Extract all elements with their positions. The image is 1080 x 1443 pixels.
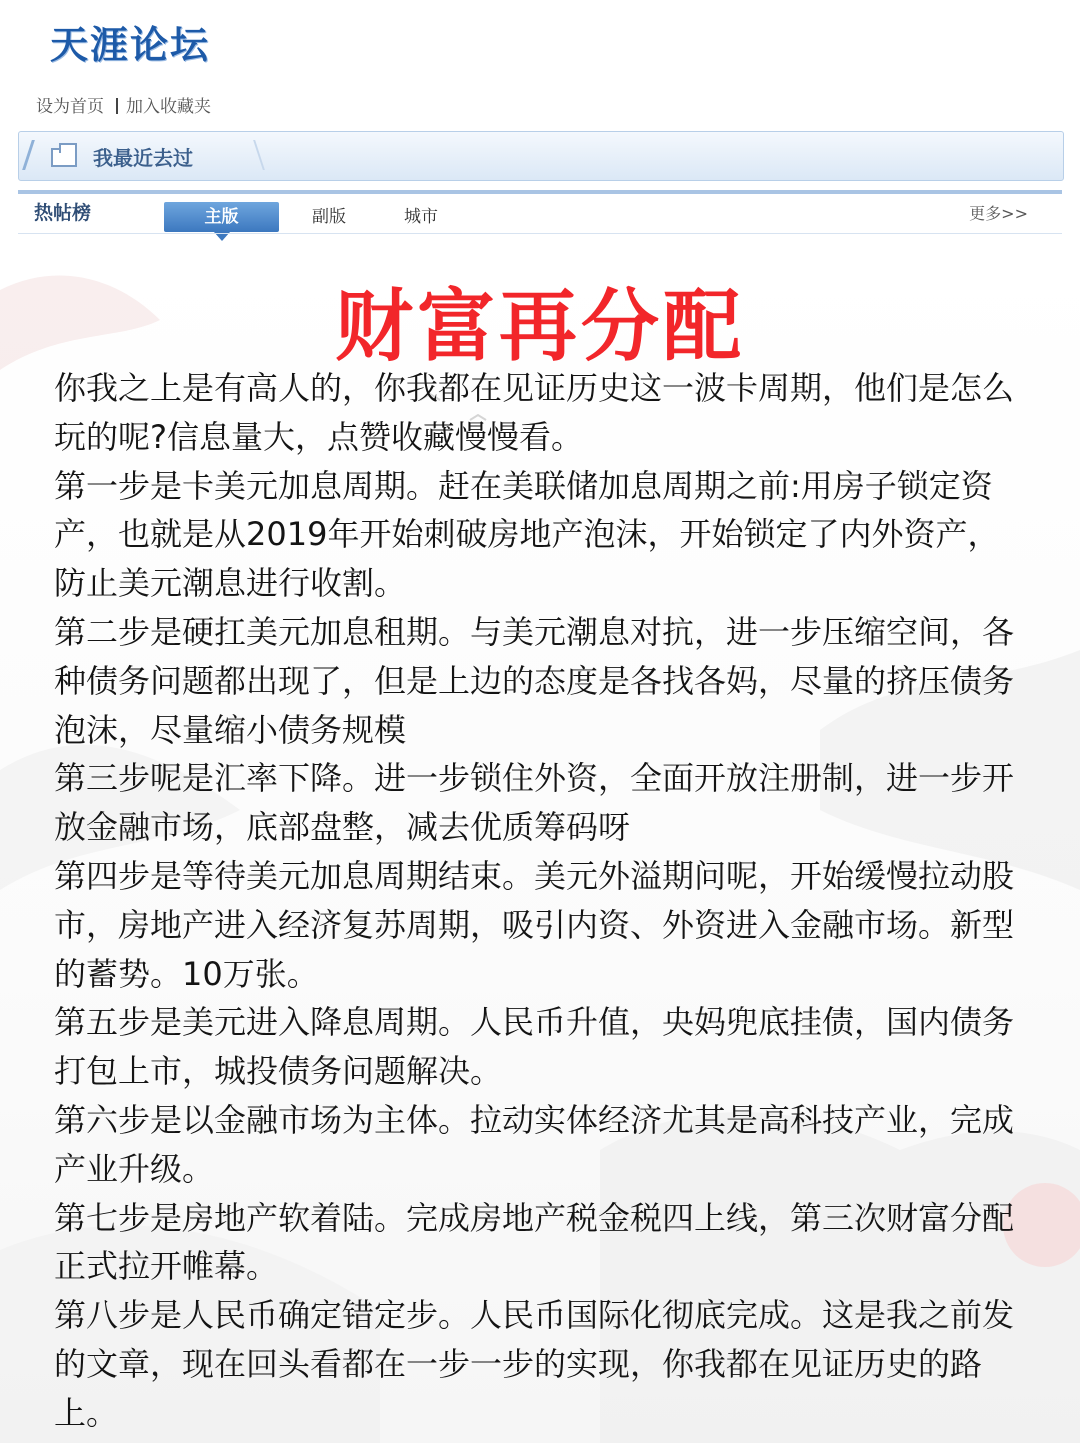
link-divider <box>116 98 118 114</box>
more-link[interactable]: 更多>> <box>969 204 1028 223</box>
set-homepage-link[interactable]: 设为首页 <box>36 97 104 117</box>
recently-visited-bar[interactable] <box>18 131 1064 181</box>
windows-icon <box>51 148 77 167</box>
paragraph-step-8: 第八步是人民币确定错定步。人民币国际化彻底完成。这是我之前发的文章，现在回头看都在一步一步的实现，你我都在见证历史的路上。 <box>54 1296 1015 1432</box>
paragraph-step-5: 第五步是美元进入降息周期。人民币升值，央妈兜底挂债，国内债务打包上市，城投债务问题解决。 <box>54 1003 1015 1091</box>
recently-visited-label[interactable]: 我最近去过 <box>93 146 193 170</box>
top-links <box>36 92 211 117</box>
hot-list-divider <box>18 190 1062 194</box>
paragraph-step-4: 第四步是等待美元加息周期结束。美元外溢期问呢，开始缓慢拉动股市，房地产进入经济复苏周期，吸引内资、外资进入金融市场。新型的蓄势。10万张。 <box>54 856 1015 993</box>
hot-list-title: 热帖榜 <box>34 202 92 224</box>
tab-underline <box>18 233 1062 234</box>
tab-sub-board[interactable]: 副版 <box>312 207 346 227</box>
chevron-right-icon <box>239 140 265 170</box>
forum-header <box>0 0 1080 250</box>
paragraph-intro: 你我之上是有高人的，你我都在见证历史这一波卡周期，他们是怎么玩的呢?信息量大，点赞收藏慢慢看。 <box>54 369 1015 456</box>
post-title: 财富再分配 <box>334 282 745 372</box>
paragraph-step-3: 第三步呢是汇率下降。进一步锁住外资，全面开放注册制，进一步开放金融市场，底部盘整，减去优质筹码呀 <box>54 759 1015 847</box>
paragraph-step-2: 第二步是硬扛美元加息租期。与美元潮息对抗，进一步压缩空间，各种债务问题都出现了，但是上边的态度是各找各妈，尽量的挤压债务泡沫，尽量缩小债务规模 <box>54 612 1015 749</box>
tab-city[interactable]: 城市 <box>404 207 438 227</box>
post-content <box>0 250 1080 1443</box>
paragraph-step-6: 第六步是以金融市场为主体。拉动实体经济尤其是高科技产业，完成产业升级。 <box>54 1100 1015 1188</box>
bar-decoration <box>22 140 35 170</box>
add-favorites-link[interactable]: 加入收藏夹 <box>126 97 211 117</box>
post-body <box>54 364 1026 1438</box>
paragraph-step-1: 第一步是卡美元加息周期。赶在美联储加息周期之前:用房子锁定资产，也就是从2019年开始刺破房地产泡沫，开始锁定了内外资产，防止美元潮息进行收割。 <box>54 466 1000 603</box>
tab-main-board[interactable]: 主版 <box>164 202 279 232</box>
site-logo[interactable]: 天涯论坛 <box>50 23 211 67</box>
paragraph-step-7: 第七步是房地产软着陆。完成房地产税金税四上线，第三次财富分配正式拉开帷幕。 <box>54 1198 1015 1286</box>
